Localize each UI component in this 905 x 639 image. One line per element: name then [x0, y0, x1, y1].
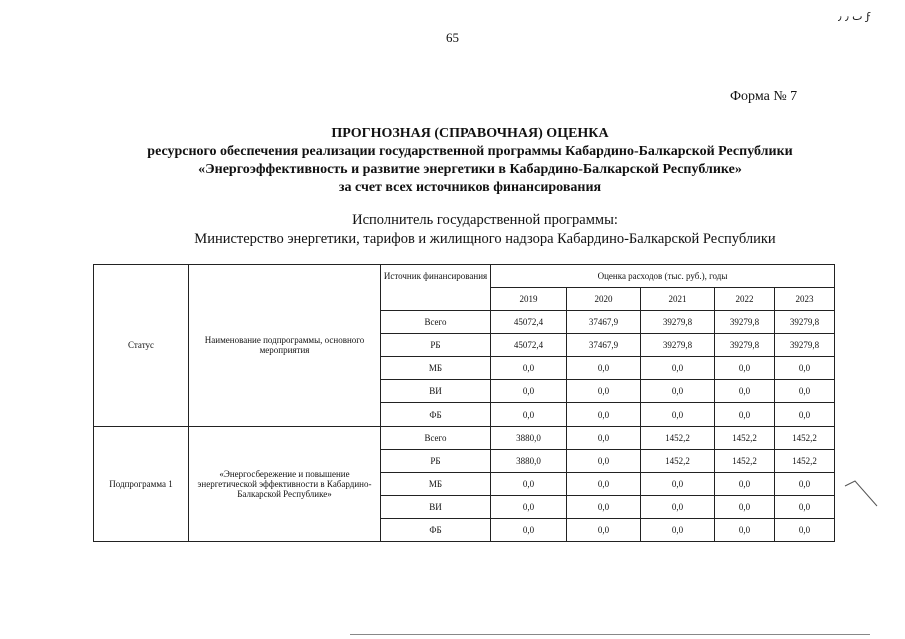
value-cell: 0,0	[567, 449, 641, 472]
value-cell: 45072,4	[491, 311, 567, 334]
value-cell: 37467,9	[567, 334, 641, 357]
value-cell: 0,0	[715, 357, 775, 380]
value-cell: 1452,2	[775, 449, 835, 472]
executor-label: Исполнитель государственной программы:	[352, 212, 618, 228]
source-cell: ФБ	[381, 403, 491, 426]
value-cell: 0,0	[567, 357, 641, 380]
value-cell: 0,0	[491, 472, 567, 495]
value-cell: 1452,2	[641, 426, 715, 449]
value-cell: 0,0	[715, 380, 775, 403]
form-number: Форма № 7	[730, 89, 798, 104]
value-cell: 0,0	[715, 403, 775, 426]
value-cell: 0,0	[567, 472, 641, 495]
value-cell: 3880,0	[491, 449, 567, 472]
name-header-cell: Наименование подпрограммы, основного мероприятия	[189, 265, 381, 427]
pen-mark	[843, 478, 879, 510]
year-header: 2023	[775, 288, 835, 311]
value-cell: 0,0	[715, 518, 775, 541]
value-cell: 0,0	[641, 472, 715, 495]
title-line-3: «Энергоэффективность и развитие энергетики в Кабардино-Балкарской Республике»	[198, 162, 742, 177]
value-cell: 0,0	[491, 518, 567, 541]
year-header: 2019	[491, 288, 567, 311]
value-cell: 1452,2	[775, 426, 835, 449]
scan-marks: ٮ ٫ ٫ ϝ	[838, 10, 874, 23]
value-cell: 1452,2	[715, 426, 775, 449]
subprogram-name-cell: «Энергосбережение и повышение энергетической эффективности в Кабардино-Балкарской Республике»	[189, 426, 381, 541]
value-cell: 0,0	[491, 495, 567, 518]
executor-name: Министерство энергетики, тарифов и жилищного надзора Кабардино-Балкарской Республики	[194, 231, 776, 247]
value-cell: 0,0	[715, 495, 775, 518]
value-cell: 0,0	[775, 495, 835, 518]
source-cell: МБ	[381, 357, 491, 380]
source-cell: Всего	[381, 426, 491, 449]
value-cell: 0,0	[641, 380, 715, 403]
title-line-4: за счет всех источников финансирования	[338, 180, 602, 195]
executor-block	[0, 211, 905, 249]
title-line-2: ресурсного обеспечения реализации государственной программы Кабардино-Балкарской Республики	[147, 144, 793, 159]
value-cell: 39279,8	[641, 334, 715, 357]
value-cell: 0,0	[641, 403, 715, 426]
source-cell: МБ	[381, 472, 491, 495]
value-cell: 0,0	[775, 403, 835, 426]
title-line-1: ПРОГНОЗНАЯ (СПРАВОЧНАЯ) ОЦЕНКА	[331, 126, 609, 141]
value-cell: 0,0	[567, 380, 641, 403]
funding-table	[93, 264, 835, 542]
value-cell: 0,0	[775, 380, 835, 403]
value-cell: 0,0	[491, 357, 567, 380]
value-cell: 0,0	[491, 380, 567, 403]
value-cell: 0,0	[641, 357, 715, 380]
value-cell: 1452,2	[715, 449, 775, 472]
year-header: 2020	[567, 288, 641, 311]
page-number: 65	[446, 30, 459, 45]
value-cell: 0,0	[567, 495, 641, 518]
value-cell: 0,0	[775, 518, 835, 541]
value-cell: 37467,9	[567, 311, 641, 334]
year-header: 2022	[715, 288, 775, 311]
source-cell: ВИ	[381, 495, 491, 518]
value-cell: 39279,8	[715, 311, 775, 334]
year-header: 2021	[641, 288, 715, 311]
page-bottom-edge	[350, 634, 870, 635]
table-row	[94, 426, 835, 449]
value-cell: 0,0	[567, 426, 641, 449]
value-cell: 0,0	[567, 403, 641, 426]
source-cell: РБ	[381, 449, 491, 472]
value-cell: 39279,8	[775, 311, 835, 334]
subprogram-status-cell: Подпрограмма 1	[94, 426, 189, 541]
value-cell: 0,0	[641, 518, 715, 541]
value-cell: 0,0	[491, 403, 567, 426]
value-cell: 3880,0	[491, 426, 567, 449]
value-cell: 39279,8	[775, 334, 835, 357]
value-cell: 0,0	[641, 495, 715, 518]
value-cell: 45072,4	[491, 334, 567, 357]
source-cell: ФБ	[381, 518, 491, 541]
estimate-header: Оценка расходов (тыс. руб.), годы	[491, 265, 835, 288]
document-title	[0, 125, 905, 197]
value-cell: 0,0	[715, 472, 775, 495]
value-cell: 0,0	[775, 357, 835, 380]
source-cell: Всего	[381, 311, 491, 334]
value-cell: 0,0	[567, 518, 641, 541]
value-cell: 0,0	[775, 472, 835, 495]
value-cell: 1452,2	[641, 449, 715, 472]
status-header-cell: Статус	[94, 265, 189, 427]
source-header: Источник финансирования	[381, 265, 491, 311]
source-cell: ВИ	[381, 380, 491, 403]
source-cell: РБ	[381, 334, 491, 357]
value-cell: 39279,8	[641, 311, 715, 334]
value-cell: 39279,8	[715, 334, 775, 357]
